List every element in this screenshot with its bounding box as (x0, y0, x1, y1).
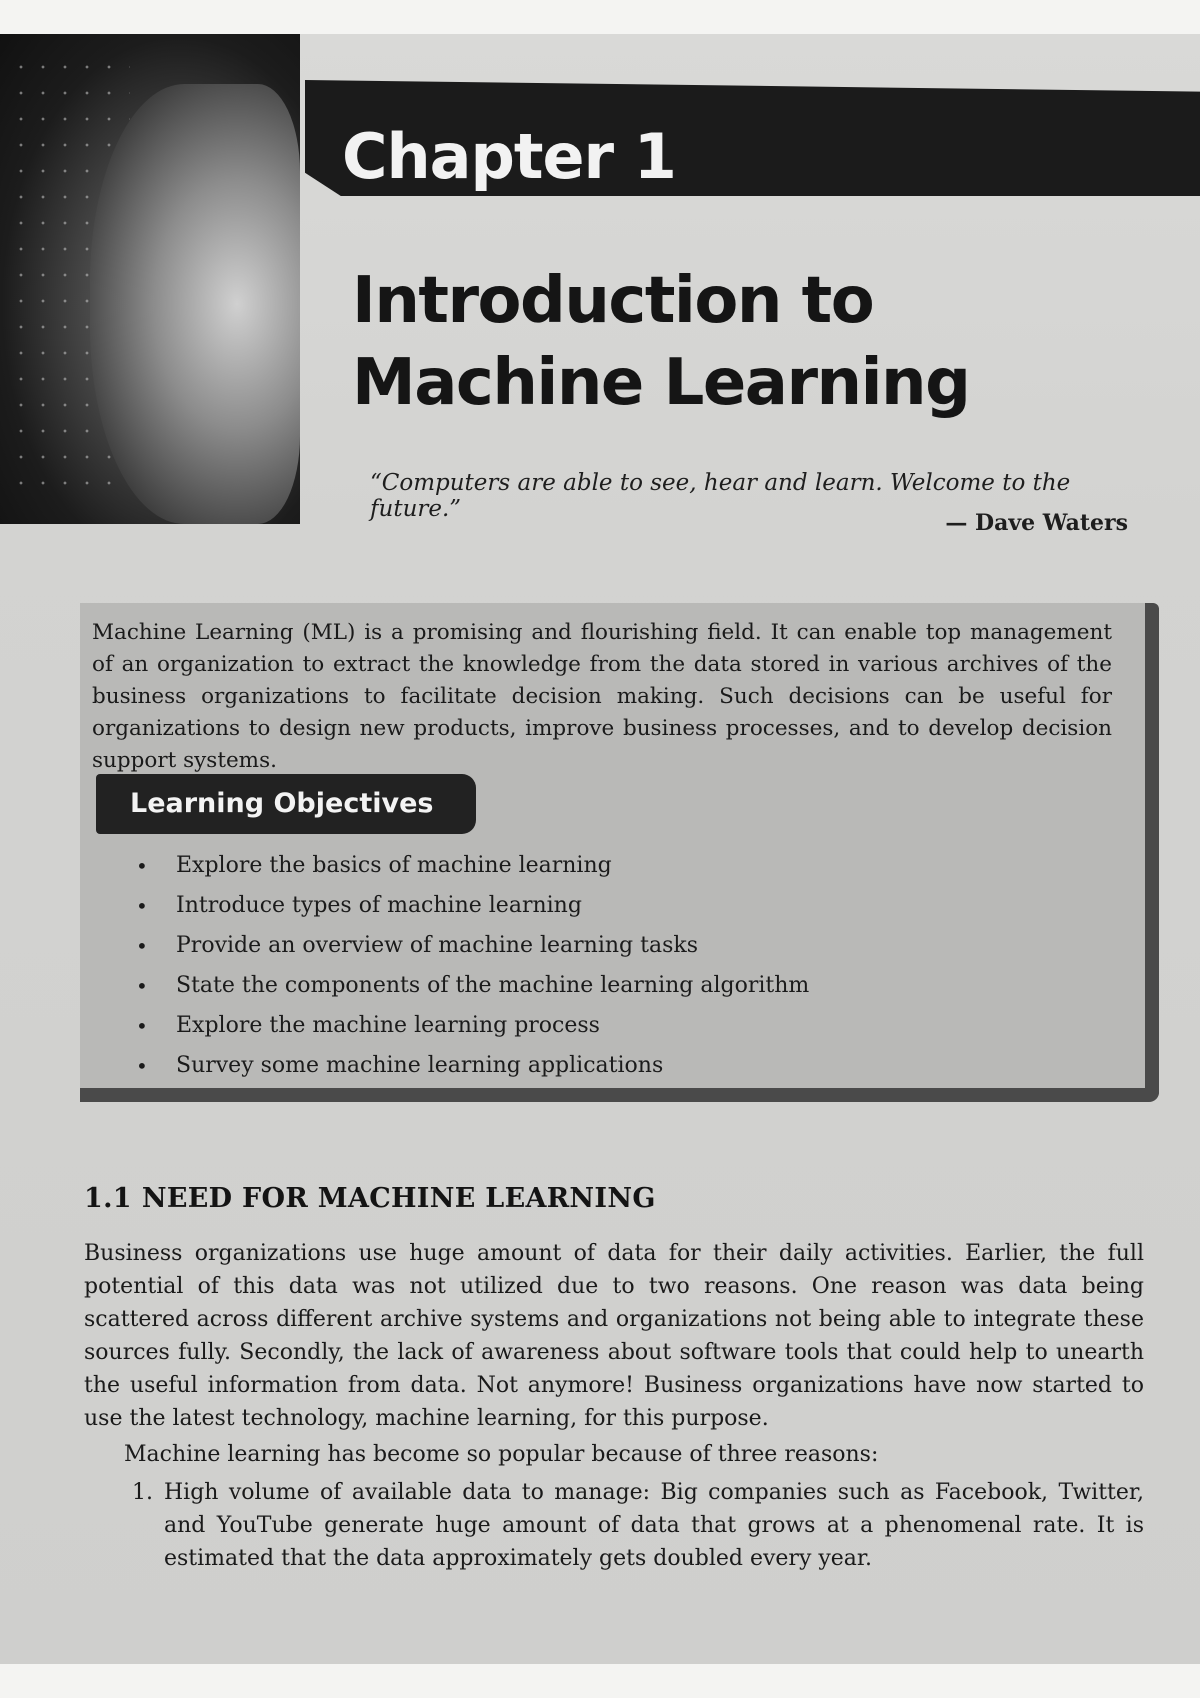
chapter-title-line-2: Machine Learning (352, 346, 970, 420)
list-item-text: Explore the basics of machine learning (176, 853, 612, 878)
list-item-text: High volume of available data to manage: Big companies such as Facebook, Twitter, and YouTube generate huge amount of data that grows at a phenomenal rate. It is estimated that the data approximately gets doubled every year. (164, 1480, 1144, 1571)
list-item (130, 1046, 1030, 1086)
list-item-text: Explore the machine learning process (176, 1013, 600, 1038)
chapter-illustration (0, 34, 300, 524)
bullet-icon: • (136, 974, 148, 998)
human-head-silhouette (90, 84, 300, 524)
bullet-icon: • (136, 1054, 148, 1078)
bullet-icon: • (136, 934, 148, 958)
bullet-icon: • (136, 1014, 148, 1038)
list-item-text: Survey some machine learning applications (176, 1053, 664, 1078)
section-title: NEED FOR MACHINE LEARNING (141, 1183, 656, 1214)
intro-paragraph: Machine Learning (ML) is a promising and flourishing field. It can enable top management of an organization to extract the knowledge from the data stored in various archives of the business organizations to facilitate decision making. Such decisions can be useful for organizations to design new products, improve business processes, and to develop decision support systems. (92, 620, 1112, 773)
list-item (130, 886, 1030, 926)
list-item (132, 1476, 1144, 1575)
chapter-title (352, 260, 1052, 424)
list-item (130, 846, 1030, 886)
section-paragraph-2: Machine learning has become so popular because of three reasons: (124, 1442, 879, 1467)
epigraph-author: — Dave Waters (945, 510, 1128, 536)
section-number: 1.1 (84, 1183, 132, 1214)
bullet-icon: • (136, 854, 148, 878)
list-item-number: 1. (132, 1480, 153, 1505)
section-paragraph-1: Business organizations use huge amount of data for their daily activities. Earlier, the full potential of this data was not utilized due to two reasons. One reason was data being scattered across different archive systems and organizations not being able to integrate these sources fully. Secondly, the lack of awareness about software tools that could help to unearth the useful information from data. Not anymore! Business organizations have now started to use the latest technology, machine learning, for this purpose. (84, 1241, 1144, 1431)
list-item (130, 1006, 1030, 1046)
list-item-text: Provide an overview of machine learning tasks (176, 933, 698, 958)
chapter-label: Chapter 1 (342, 120, 676, 193)
bullet-icon: • (136, 894, 148, 918)
list-item (130, 966, 1030, 1006)
list-item-text: State the components of the machine learning algorithm (176, 973, 810, 998)
reasons-list (132, 1476, 1144, 1575)
learning-objectives-list (130, 846, 1030, 1086)
list-item-text: Introduce types of machine learning (176, 893, 582, 918)
list-item (130, 926, 1030, 966)
learning-objectives-heading: Learning Objectives (96, 774, 476, 834)
epigraph-quote: “Computers are able to see, hear and learn. Welcome to the future.” (370, 470, 1071, 522)
chapter-title-line-1: Introduction to (352, 264, 874, 338)
section-heading (84, 1183, 656, 1214)
